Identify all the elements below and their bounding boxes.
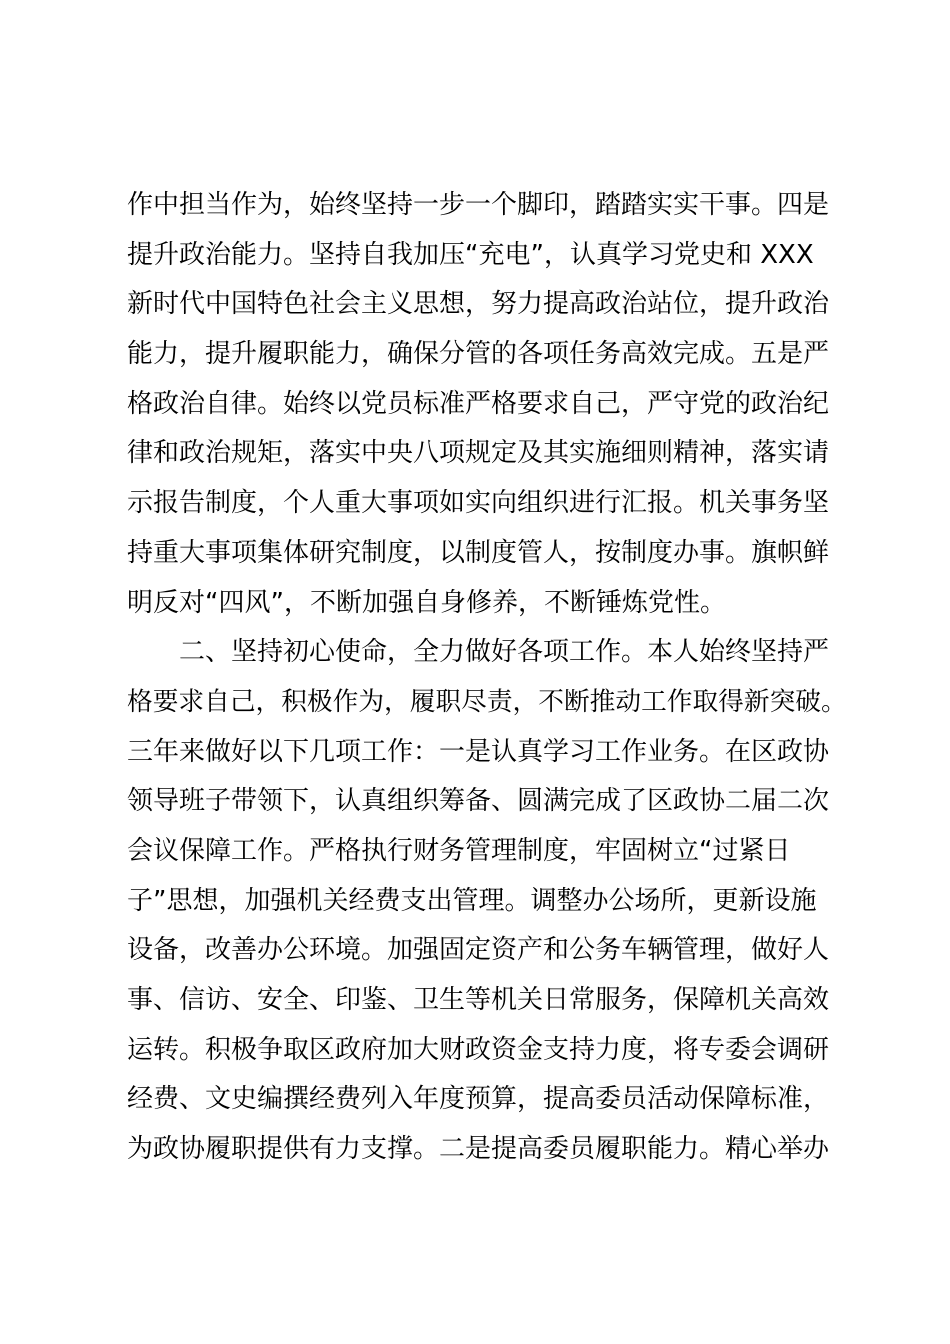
- body-text: [127, 181, 847, 1175]
- section-heading-line: 二、坚持初心使命，全力做好各项工作。本人始终坚持严: [179, 637, 830, 668]
- text-line: 领导班子带领下，认真组织筹备、圆满完成了区政协二届二次: [127, 786, 830, 817]
- text-line: 为政协履职提供有力支撑。二是提高委员履职能力。精心举办: [127, 1134, 830, 1165]
- text-line: 新时代中国特色社会主义思想，努力提高政治站位，提升政治: [127, 289, 830, 320]
- text-line: 能力，提升履职能力，确保分管的各项任务高效完成。五是严: [127, 339, 830, 370]
- text-line: 持重大事项集体研究制度，以制度管人，按制度办事。旗帜鲜: [127, 537, 830, 568]
- text-line: 明反对“四风”，不断加强自身修养，不断锤炼党性。: [127, 587, 726, 618]
- text-line: 格政治自律。始终以党员标准严格要求自己，严守党的政治纪: [127, 388, 830, 419]
- text-line: 律和政治规矩，落实中央八项规定及其实施细则精神，落实请: [127, 438, 830, 469]
- text-line: 提升政治能力。坚持自我加压“充电”，认真学习党史和 XXX: [127, 239, 814, 270]
- text-line: 事、信访、安全、印鉴、卫生等机关日常服务，保障机关高效: [127, 985, 830, 1015]
- text-line: 示报告制度，个人重大事项如实向组织进行汇报。机关事务坚: [127, 488, 830, 519]
- text-line: 经费、文史编撰经费列入年度预算，提高委员活动保障标准，: [127, 1084, 830, 1115]
- text-line: 设备，改善办公环境。加强固定资产和公务车辆管理，做好人: [127, 935, 830, 966]
- text-line: 会议保障工作。严格执行财务管理制度，牢固树立“过紧日: [127, 835, 791, 866]
- text-line: 运转。积极争取区政府加大财政资金支持力度，将专委会调研: [127, 1034, 830, 1065]
- text-line: 作中担当作为，始终坚持一步一个脚印，踏踏实实干事。四是: [127, 190, 830, 220]
- text-line: 子”思想，加强机关经费支出管理。调整办公场所，更新设施: [127, 885, 817, 916]
- text-line: 三年来做好以下几项工作：一是认真学习工作业务。在区政协: [127, 736, 830, 767]
- text-line: 格要求自己，积极作为，履职尽责，不断推动工作取得新突破。: [127, 686, 847, 717]
